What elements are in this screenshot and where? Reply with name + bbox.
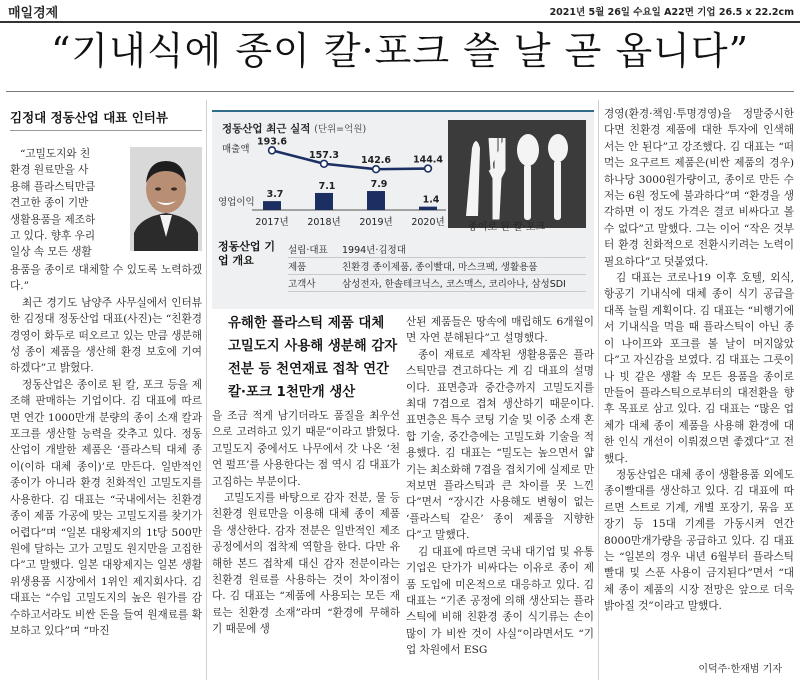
dateline: 2021년 5월 26일 수요일 A22면 기업 26.5 x 22.2cm: [549, 7, 794, 18]
paragraph: 최근 경기도 남양주 사무실에서 인터뷰한 김정대 정동산업 대표(사진)는 “친환경 경영이 화두로 떠오르고 있는 만큼 생분해성 종이 제품을 생산해 환경 보호에 기여하겠다”고 밝혔다.: [10, 296, 202, 375]
paragraph: 경영(환경·책임·투명경영)을 정말중시한다면 친환경 제품에 대한 투자에 인색해서는 안 된다”고 강조했다. 김 대표는 “떠 먹는 요구르트 제품은(비싼 제품의 경우) 하나당 3000원가량이고, 종이로 만든 수저는 6원 정도에 불과하다”며 “환경을 생각하면 이 정도 가격은 결코 비싸다고 볼 수 없다”고 말했다. 그는 이어 “작은 것부터 환경 친화적으로 전환시키려는 노력이 필요하다”고 덧붙였다.: [604, 108, 794, 268]
year-tick-label: 2018년: [307, 217, 341, 228]
text-line: 고 있다. 향후 우리: [10, 230, 96, 243]
revenue-value-label: 193.6: [256, 136, 288, 148]
subhead-rule: [10, 130, 202, 131]
paragraph: 정동산업은 종이로 된 칼, 포크 등을 제조해 판매하는 기업이다. 김 대표에 따르면 연간 1000만개 분량의 종이 소재 칼과 포크를 생산할 능력을 갖추고 있다. 정동산업이 개발한 제품은 ‘플라스틱 대체 종이(이하 대체 종이)’로 만든다. 일반적인 종이가 아니라 환경 친화적인 고밀도지를 사용한다. 김 대표는 “국내에서는 친환경 종이 제품 가공에 맞는 고밀도지를 찾기가 어렵다”며 “일본 대왕제지의 1t당 500만원에 달하는 고가 고밀도 원지만을 고집한다”고 말했다. 일본 대왕제지는 일본 생활위생용품 시장에서 1위인 제지회사다. 김 대표는 “수입 고밀도지의 높은 원가를 감수하고서라도 비싼 돈을 들여 원재료를 확보하고 있다”며 “마진: [10, 378, 202, 637]
revenue-point: [321, 160, 328, 167]
cutlery-photo: [448, 120, 586, 228]
column-1-top: [10, 146, 128, 261]
text-line: 견고한 종이 기반: [10, 197, 89, 210]
text-line: “고밀도지와 친: [20, 148, 91, 160]
profile-key: 설립·대표: [288, 245, 328, 256]
image-caption: 종이로 된 칼·포크: [468, 222, 546, 233]
year-tick-label: 2019년: [359, 217, 393, 228]
pull-quote: 유해한 플라스틱 제품 대체 고밀도지 사용해 생분해 감자전분 등 천연재료 접착 연간 칼·포크 1천만개 생산: [228, 316, 398, 400]
portrait-photo: [130, 147, 202, 251]
profile-row: [288, 275, 586, 292]
series-label-operating-profit: 영업이익: [218, 197, 255, 208]
text-line: 일상 속 모든 생활: [10, 246, 92, 259]
year-tick-label: 2020년: [411, 217, 445, 228]
profile-title: 정동산업 기업 개요: [218, 240, 275, 267]
paragraph: 정동산업은 대체 종이 생활용품 외에도 종이빨대를 생산하고 있다. 김 대표에 따르면 스트로 기계, 개별 포장기, 묶음 포장기 등 15대 기계를 가동시켜 연간 8000만개가량을 공급하고 있다. 김 대표는 “일본의 경우 내년 6월부터 플라스틱 빨대 및 스푼 사용이 금지된다”면서 “대체 종이 제품의 시장 전망은 앞으로 더욱 밝아질 것”이라고 말했다.: [604, 468, 794, 613]
chart-unit: (단위=억원): [314, 124, 367, 135]
operating-profit-bar: [367, 191, 385, 210]
interview-subhead: 김정대 정동산업 대표 인터뷰: [10, 110, 168, 125]
operating-profit-bar: [315, 193, 333, 210]
profile-value: 친환경 종이제품, 종이빨대, 마스크팩, 생활용품: [342, 262, 538, 273]
text-line: 환경 원료만을 사: [10, 164, 89, 177]
operating-profit-value-label: 3.7: [266, 189, 284, 201]
operating-profit-bar: [419, 207, 437, 210]
paragraph: 김 대표에 따르면 국내 대기업 및 유통기업은 단가가 비싸다는 이유로 종이 제품 도입에 미온적으로 대응하고 있다. 김 대표는 “기존 공정에 의해 생산되는 플라스틱에 비해 친환경 종이 식기류는 손이 많이 가 비싼 것이 사실”이라면서도 “기업 차원에서 ESG: [406, 545, 594, 657]
revenue-value-label: 157.3: [308, 149, 340, 161]
profile-value: 1994년·김정대: [342, 245, 406, 256]
column-4-body: [604, 106, 794, 615]
chart-title-text: 정동산업 최근 실적: [222, 123, 311, 135]
column-divider: [598, 100, 599, 680]
column-1-body: [10, 262, 202, 639]
paragraph: 종이 재료로 제작된 생활용품은 플라스틱만큼 견고하다는 게 김 대표의 설명이다. 표면층과 중간층까지 고밀도지를 최대 7겹으로 겹쳐 생산하기 때문이다. 표면층은 특수 코팅 기술 및 이중 소재 혼합 기술, 중간층에는 고밀도화 기술을 적용했다. 김 대표는 “밀도는 높으면서 얇기는 최소화해 7겹을 겹치기에 실제로 만져보면 플라스틱과 큰 차이를 못 느낀다”면서 “장시간 사용해도 변형이 없는 ‘플라스틱 같은’ 종이 제품을 지향한다”고 말했다.: [406, 348, 594, 542]
column-divider: [206, 100, 207, 680]
paragraph: 용품을 종이로 대체할 수 있도록 노력하겠다.”: [10, 264, 202, 293]
profile-key: 제품: [288, 262, 307, 273]
column-3-body: [406, 314, 594, 659]
profile-row: [288, 241, 586, 258]
text-line: 용해 플라스틱만큼: [10, 180, 96, 193]
operating-profit-value-label: 1.4: [422, 194, 440, 206]
paragraph: 산된 제품들은 땅속에 매립해도 6개월이면 자연 분해된다”고 설명했다.: [406, 316, 594, 345]
profile-key: 고객사: [288, 279, 316, 290]
paragraph: 을 조금 적게 남기더라도 품질을 최우선으로 고려하고 있기 때문”이라고 밝혔다. 고밀도지 중에서도 나무에서 갓 나온 ‘천연 펄프’를 사용한다는 점 역시 김 대표가 고집하는 부분이다.: [212, 410, 400, 488]
revenue-value-label: 142.6: [360, 155, 392, 167]
headline: “기내식에 종이 칼·포크 쓸 날 곧 옵니다”: [50, 29, 750, 73]
profile-value: 삼성전자, 한솔테크닉스, 코스맥스, 코리아나, 삼성SDI: [342, 279, 566, 290]
operating-profit-bar: [263, 201, 281, 210]
text-line: 생활용품을 제조하: [10, 213, 96, 226]
series-label-revenue: 매출액: [222, 144, 250, 155]
headline-rule: [6, 91, 794, 92]
masthead: 매일경제: [8, 6, 59, 21]
revenue-line: [272, 150, 428, 169]
revenue-point: [425, 165, 432, 172]
year-tick-label: 2017년: [255, 217, 289, 228]
column-2-body: [212, 408, 400, 638]
paragraph: 고밀도지를 바탕으로 감자 전분, 물 등 친환경 원료만을 이용해 대체 종이 제품을 생산한다. 감자 전분은 일반적인 제조 공정에서의 접착제 역할을 한다. 다만 유해한 본드 접착제 대신 감자 전분이라는 친환경 원료를 사용하는 것이 차이점이다. 김 대표는 “제품에 사용되는 모든 재료는 친환경 소재”라며 “환경에 무해하기 때문에 생: [212, 492, 400, 636]
revenue-point: [269, 147, 276, 154]
operating-profit-value-label: 7.9: [370, 179, 388, 191]
byline: 이덕주·한재범 기자: [698, 664, 782, 675]
portrait-illustration: [130, 147, 202, 251]
profile-row: [288, 258, 586, 275]
operating-profit-value-label: 7.1: [318, 180, 336, 192]
revenue-value-label: 144.4: [412, 154, 444, 166]
performance-chart: [212, 130, 448, 230]
paper-cutlery-illustration: [448, 120, 586, 228]
paragraph: 김 대표는 코로나19 이후 호텔, 외식, 항공기 기내식에 대체 종이 식기 공급을 대폭 늘릴 계획이다. 김 대표는 “비행기에서 기내식을 먹을 때 플라스틱이 아닌 종이 나이프와 포크를 볼 날이 머지않았다”고 자신감을 보였다. 김 대표는 그릇이나 빗 같은 생활 속 모든 용품을 종이로 만들어 플라스틱으로부터의 대전환을 향후 목표로 삼고 있다. 김 대표는 “많은 업체가 대체 종이 제품을 사용해 환경에 대한 인식 개선이 이뤄졌으면 좋겠다”고 전했다.: [604, 272, 794, 465]
revenue-point: [373, 166, 380, 173]
profile-table: [288, 241, 586, 292]
